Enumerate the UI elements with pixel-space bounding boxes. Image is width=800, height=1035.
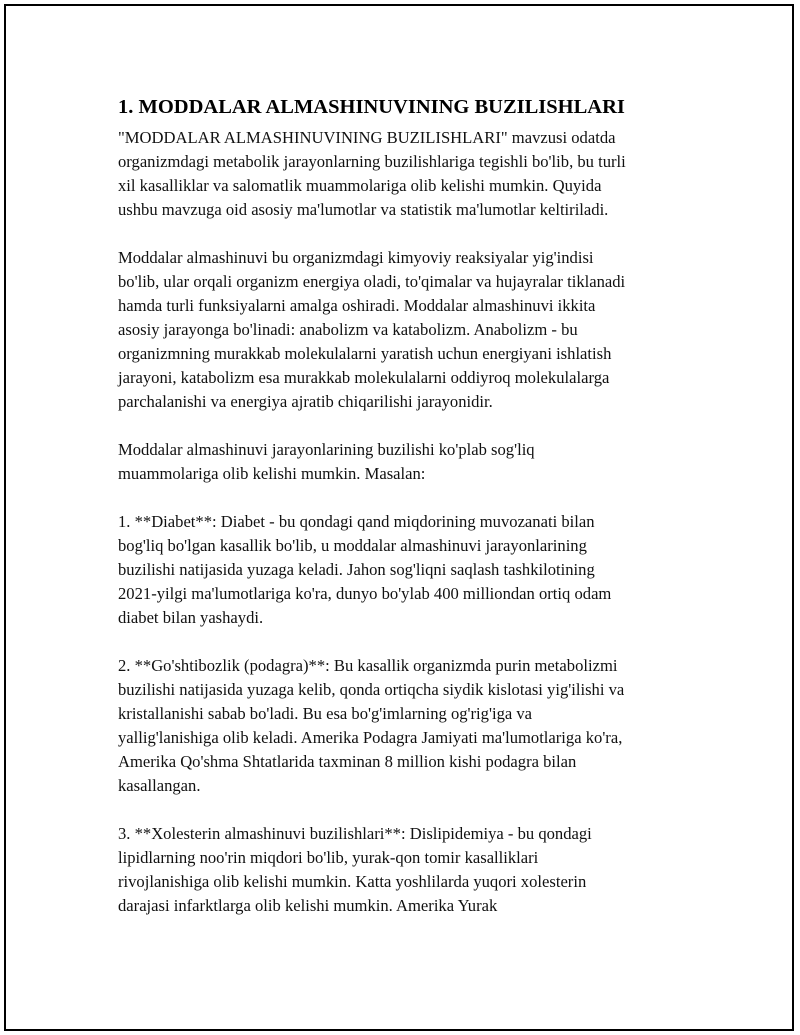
paragraph-disorders-intro: Moddalar almashinuvi jarayonlarining buzilishi ko'plab sog'liq muammolariga olib kelishi mumkin. Masalan: <box>118 440 535 483</box>
list-item-diabetes: 1. **Diabet**: Diabet - bu qondagi qand miqdorining muvozanati bilan bog'liq bo'lgan kasallik bo'lib, u moddalar almashinuvi jarayonlarining buzilishi natijasida yuzaga keladi. Jahon sog'liqni saqlash tashkilotining 2021-yilgi ma'lumotlariga ko'ra, dunyo bo'ylab 400 milliondan ortiq odam diabet bilan yashaydi. <box>118 512 612 627</box>
list-item-cholesterol: 3. **Xolesterin almashinuvi buzilishlari**: Dislipidemiya - bu qondagi lipidlarning noo'rin miqdori bo'lib, yurak-qon tomir kasalliklari rivojlanishiga olib kelishi mumkin. Katta yoshlilarda yuqori xolesterin darajasi infarktlarga olib kelishi mumkin. Amerika Yurak <box>118 824 592 915</box>
paragraph-intro: "MODDALAR ALMASHINUVINING BUZILISHLARI" mavzusi odatda organizmdagi metabolik jarayonlarning buzilishlariga tegishli bo'lib, bu turli xil kasalliklar va salomatlik muammolariga olib kelishi mumkin. Quyida ushbu mavzuga oid asosiy ma'lumotlar va statistik ma'lumotlar keltiriladi. <box>118 128 626 219</box>
paragraph-metabolism-definition: Moddalar almashinuvi bu organizmdagi kimyoviy reaksiyalar yig'indisi bo'lib, ular orqali organizm energiya oladi, to'qimalar va hujayralar tiklanadi hamda turli funksiyalarni amalga oshiradi. Moddalar almashinuvi ikkita asosiy jarayonga bo'linadi: anabolizm va katabolizm. Anabolizm - bu organizmning murakkab molekulalarni yaratish uchun energiyani ishlatish jarayoni, katabolizm esa murakkab molekulalarni oddiyroq molekulalarga parchalanishi va energiya ajratib chiqarilishi jarayonidir. <box>118 248 626 411</box>
list-item-gout: 2. **Go'shtibozlik (podagra)**: Bu kasallik organizmda purin metabolizmi buzilishi natijasida yuzaga kelib, qonda ortiqcha siydik kislotasi yig'ilishi va kristallanishi sabab bo'ladi. Bu esa bo'g'imlarning og'rig'iga va yallig'lanishiga olib keladi. Amerika Podagra Jamiyati ma'lumotlariga ko'ra, Amerika Qo'shma Shtatlarida taxminan 8 million kishi podagra bilan kasallangan. <box>118 656 625 795</box>
document-title: 1. MODDALAR ALMASHINUVINING BUZILISHLARI <box>118 96 625 118</box>
document-body <box>118 94 688 918</box>
